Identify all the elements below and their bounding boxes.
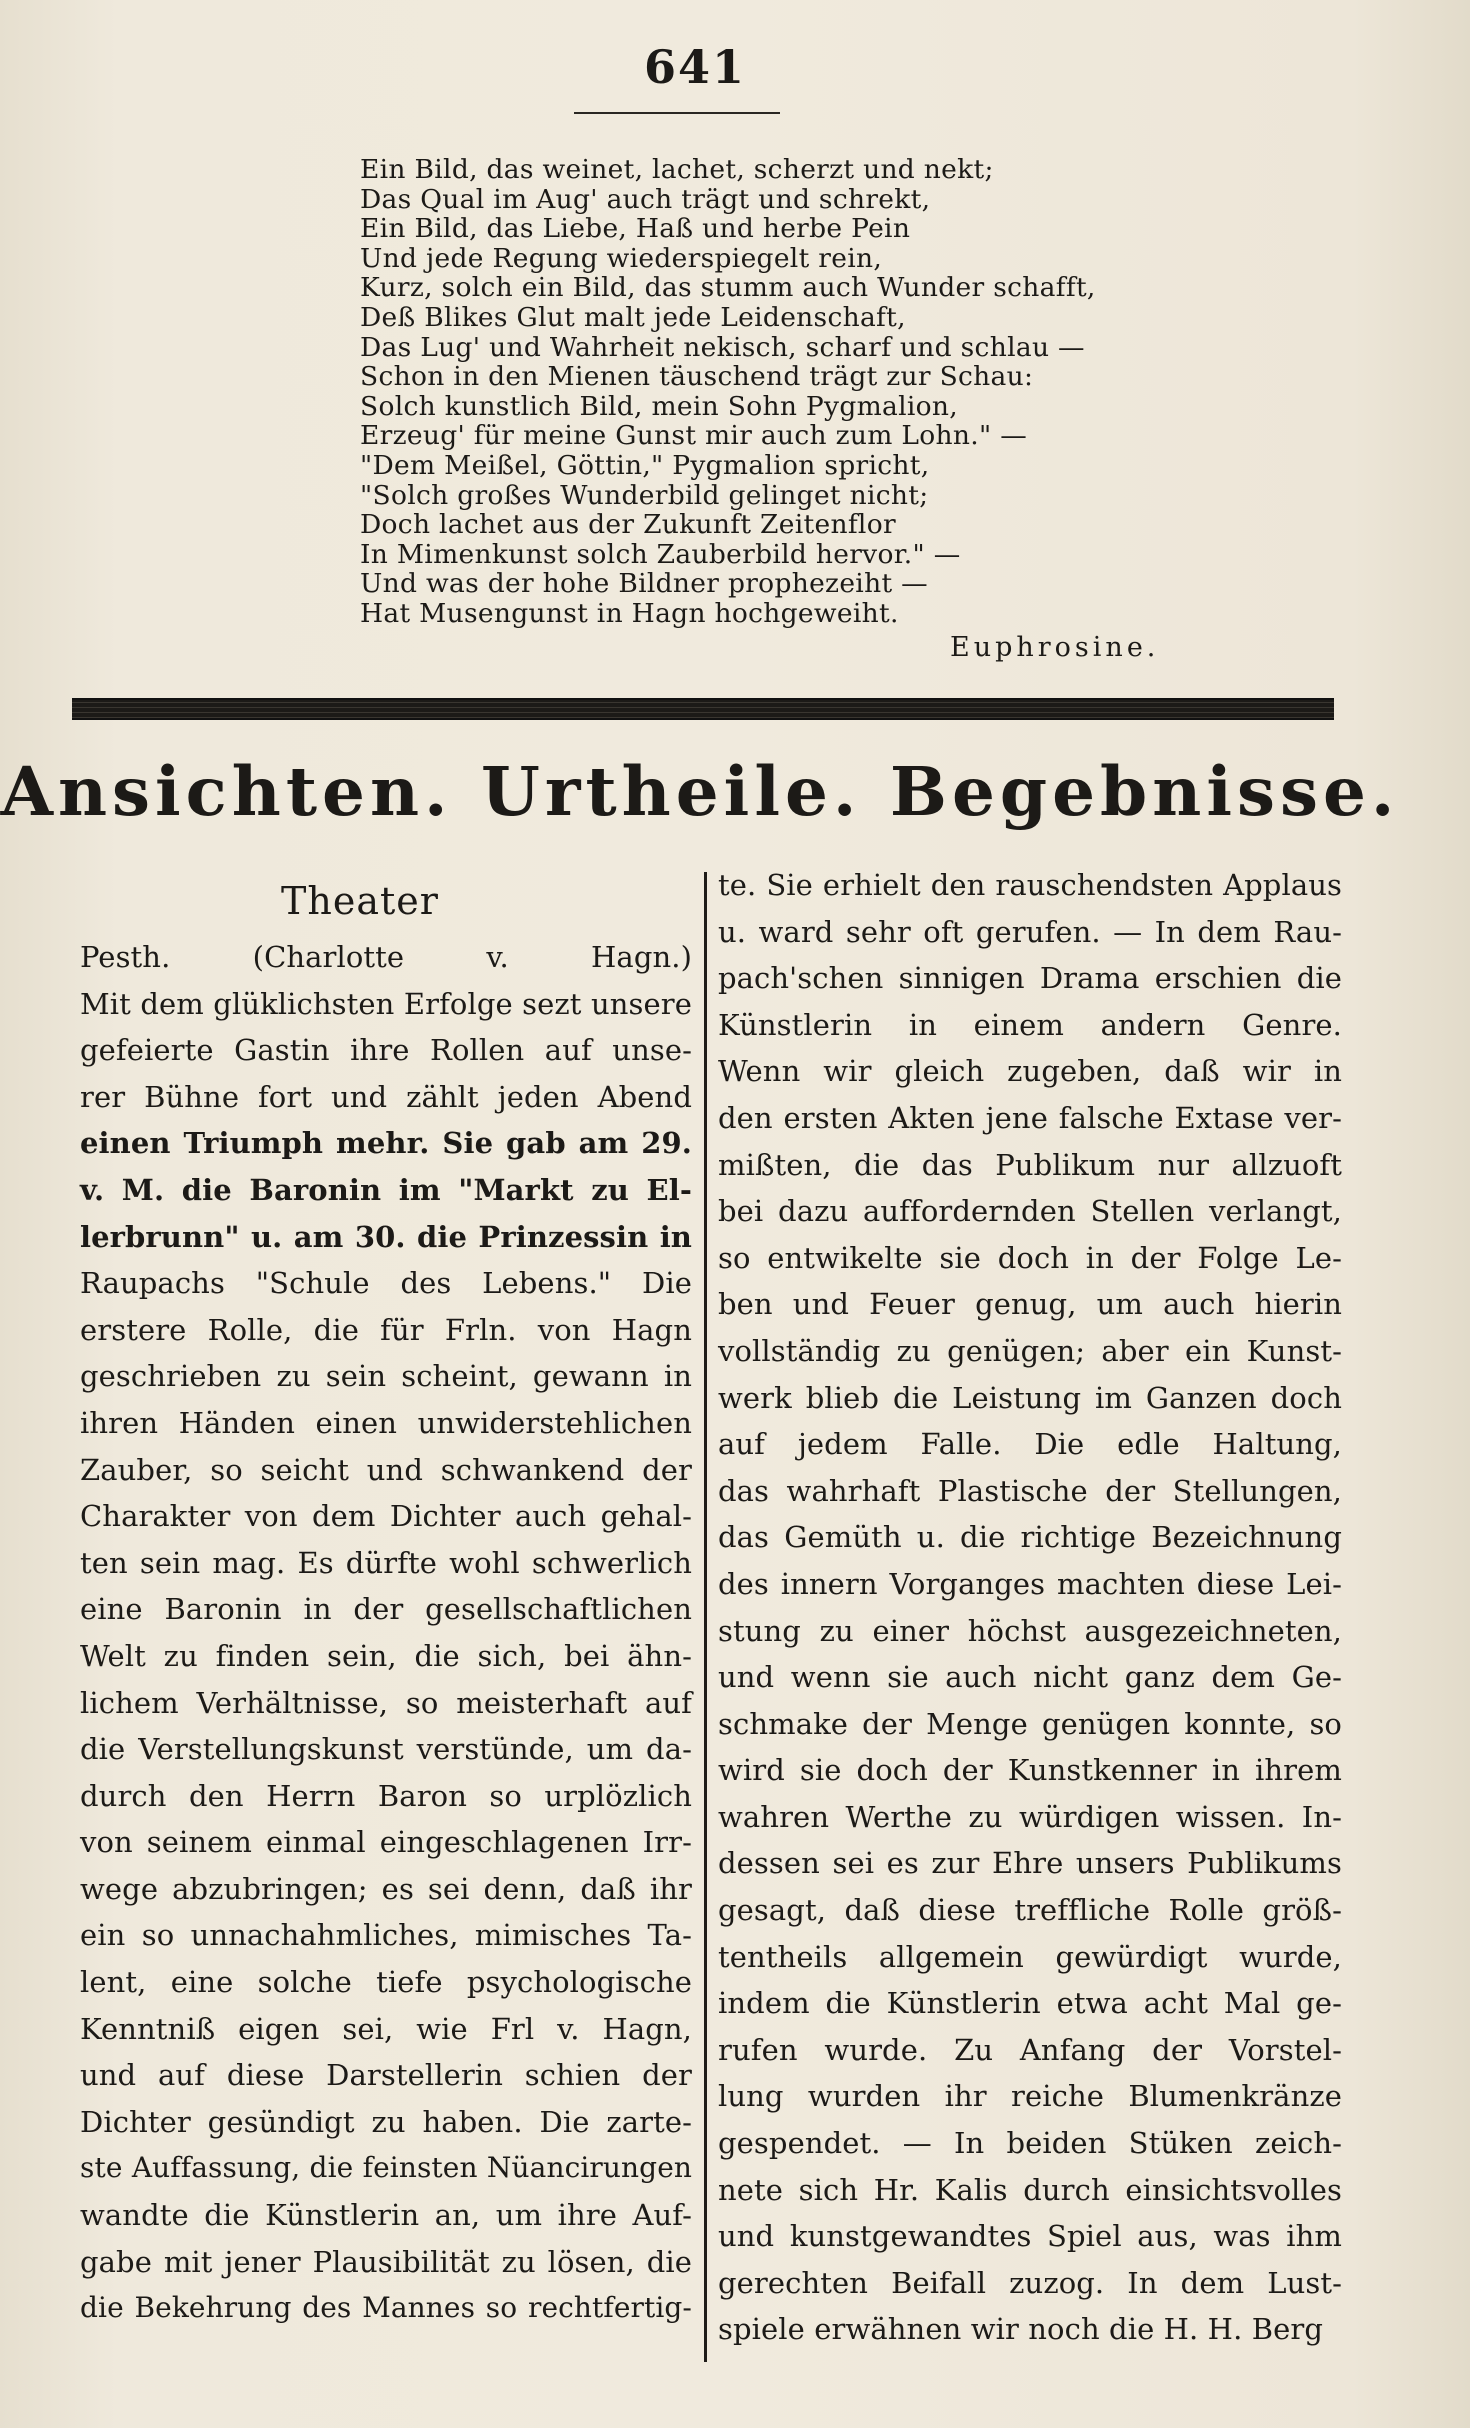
article-line: des innern Vorganges machten diese Lei- xyxy=(718,1566,1342,1601)
article-line: te. Sie erhielt den rauschendsten Applaus xyxy=(718,868,1342,902)
article-line: ben und Feuer genug, um auch hierin xyxy=(718,1287,1342,1322)
column-divider xyxy=(704,872,707,2362)
article-line: gabe mit jener Plausibilität zu lösen, die xyxy=(80,2244,692,2279)
poem xyxy=(360,155,1220,629)
article-subheading: Theater xyxy=(281,879,439,923)
article-line: ste Auffassung, die feinsten Nüancirungen xyxy=(80,2151,692,2185)
article-line: den ersten Akten jene falsche Extase ver- xyxy=(718,1100,1342,1135)
poem-line: Ein Bild, das weinet, lachet, scherzt und nekt; xyxy=(360,154,994,185)
article-line: mißten, die das Publikum nur allzuoft xyxy=(718,1147,1342,1182)
article-right-column xyxy=(718,862,1342,2353)
poem-line: Erzeug' für meine Gunst mir auch zum Lohn." — xyxy=(360,420,1027,452)
article-line: nete sich Hr. Kalis durch einsichtsvolles xyxy=(718,2172,1342,2207)
article-line: wahren Werthe zu würdigen wissen. In- xyxy=(718,1799,1342,1834)
article-line: lerbrunn" u. am 30. die Prinzessin in xyxy=(80,1219,692,1254)
section-heading: Ansichten. Urtheile. Begebnisse. xyxy=(0,752,1400,831)
article-line: so entwikelte sie doch in der Folge Le- xyxy=(718,1240,1342,1275)
article-line: gespendet. — In beiden Stüken zeich- xyxy=(718,2126,1342,2161)
page-number-rule xyxy=(574,112,780,114)
article-line: die Bekehrung des Mannes so rechtfertig- xyxy=(80,2291,692,2325)
article-line: Künstlerin in einem andern Genre. xyxy=(718,1007,1342,1042)
article-line: bei dazu auffordernden Stellen verlangt, xyxy=(718,1194,1342,1229)
poem-line: Das Lug' und Wahrheit nekisch, scharf und schlau — xyxy=(360,331,1085,363)
poem-line: In Mimenkunst solch Zauberbild hervor." — xyxy=(360,538,961,570)
article-line: dessen sei es zur Ehre unsers Publikums xyxy=(718,1846,1342,1881)
article-line: indem die Künstlerin etwa acht Mal ge- xyxy=(718,1986,1342,2021)
article-line: einen Triumph mehr. Sie gab am 29. xyxy=(80,1126,692,1161)
article-line: u. ward sehr oft gerufen. — In dem Rau- xyxy=(718,914,1342,949)
article-line: rufen wurde. Zu Anfang der Vorstel- xyxy=(718,2032,1342,2067)
article-line: Kenntniß eigen sei, wie Frl v. Hagn, xyxy=(80,2011,692,2046)
article-line: lung wurden ihr reiche Blumenkränze xyxy=(718,2079,1342,2114)
poem-line: Kurz, solch ein Bild, das stumm auch Wunder schafft, xyxy=(360,272,1096,304)
poem-line: "Dem Meißel, Göttin," Pygmalion spricht, xyxy=(360,449,930,481)
article-line: gefeierte Gastin ihre Rollen auf unse- xyxy=(80,1033,692,1068)
article-line: gesagt, daß diese treffliche Rolle größ- xyxy=(718,1893,1342,1928)
article-line: Pesth. (Charlotte v. Hagn.) xyxy=(80,940,692,974)
section-divider-rule xyxy=(72,698,1334,720)
article-line: eine Baronin in der gesellschaftlichen xyxy=(80,1592,692,1627)
poem-line: Und jede Regung wiederspiegelt rein, xyxy=(360,242,883,274)
article-line: pach'schen sinnigen Drama erschien die xyxy=(718,961,1342,996)
article-line: auf jedem Falle. Die edle Haltung, xyxy=(718,1427,1342,1462)
article-left-column xyxy=(80,862,690,2332)
article-line: Raupachs "Schule des Lebens." Die xyxy=(80,1266,692,1301)
article-line: und kunstgewandtes Spiel aus, was ihm xyxy=(718,2219,1342,2254)
article-line: tentheils allgemein gewürdigt wurde, xyxy=(718,1939,1342,1974)
article-line: Wenn wir gleich zugeben, daß wir in xyxy=(718,1054,1342,1089)
article-line: und wenn sie auch nicht ganz dem Ge- xyxy=(718,1660,1342,1695)
article-line: die Verstellungskunst verstünde, um da- xyxy=(80,1732,692,1767)
article-line: rer Bühne fort und zählt jeden Abend xyxy=(80,1079,692,1114)
article-line: geschrieben zu sein scheint, gewann in xyxy=(80,1359,692,1394)
article-line: lent, eine solche tiefe psychologische xyxy=(80,1965,692,2000)
article-line: Charakter von dem Dichter auch gehal- xyxy=(80,1499,692,1534)
article-line: wird sie doch der Kunstkenner in ihrem xyxy=(718,1753,1342,1788)
article-line: wandte die Künstlerin an, um ihre Auf- xyxy=(80,2198,692,2233)
page-number: 641 xyxy=(643,40,747,94)
poem-line: Ein Bild, das Liebe, Haß und herbe Pein xyxy=(360,213,911,245)
article-line: ihren Händen einen unwiderstehlichen xyxy=(80,1405,692,1440)
poem-line: Und was der hohe Bildner prophezeiht — xyxy=(360,568,928,600)
article-line: Mit dem glüklichsten Erfolge sezt unsere xyxy=(80,986,692,1021)
article-line: Dichter gesündigt zu haben. Die zarte- xyxy=(80,2104,692,2139)
article-line: gerechten Beifall zuzog. In dem Lust- xyxy=(718,2265,1342,2300)
article-line: spiele erwähnen wir noch die H. H. Berg xyxy=(718,2312,1324,2347)
article-line: das Gemüth u. die richtige Bezeichnung xyxy=(718,1520,1342,1555)
article-line: das wahrhaft Plastische der Stellungen, xyxy=(718,1473,1342,1508)
poem-line: Schon in den Mienen täuschend trägt zur Schau: xyxy=(360,361,1034,393)
article-line: vollständig zu genügen; aber ein Kunst- xyxy=(718,1333,1342,1368)
article-line: lichem Verhältnisse, so meisterhaft auf xyxy=(80,1685,692,1720)
article-line: wege abzubringen; es sei denn, daß ihr xyxy=(80,1871,692,1906)
article-line: v. M. die Baronin im "Markt zu El- xyxy=(80,1172,692,1207)
article-line: ein so unnachahmliches, mimisches Ta- xyxy=(80,1918,692,1953)
article-line: stung zu einer höchst ausgezeichneten, xyxy=(718,1613,1342,1648)
article-line: Welt zu finden sein, die sich, bei ähn- xyxy=(80,1638,692,1673)
article-line: von seinem einmal eingeschlagenen Irr- xyxy=(80,1825,692,1860)
poem-line: "Solch großes Wunderbild gelinget nicht; xyxy=(360,479,929,511)
poem-line: Deß Blikes Glut malt jede Leidenschaft, xyxy=(360,301,906,333)
poem-line: Das Qual im Aug' auch trägt und schrekt, xyxy=(360,183,931,215)
poem-line: Solch kunstlich Bild, mein Sohn Pygmalion, xyxy=(360,390,959,422)
article-line: erstere Rolle, die für Frln. von Hagn xyxy=(80,1312,692,1347)
article-line: ten sein mag. Es dürfte wohl schwerlich xyxy=(80,1545,692,1580)
article-line: und auf diese Darstellerin schien der xyxy=(80,2058,692,2093)
article-line: Zauber, so seicht und schwankend der xyxy=(80,1452,692,1487)
article-line: werk blieb die Leistung im Ganzen doch xyxy=(718,1380,1342,1415)
article-line: schmake der Menge genügen konnte, so xyxy=(718,1706,1342,1741)
poem-signature: Euphrosine. xyxy=(950,632,1160,663)
article-line: durch den Herrn Baron so urplözlich xyxy=(80,1778,692,1813)
poem-line: Doch lachet aus der Zukunft Zeitenflor xyxy=(360,509,896,541)
poem-line: Hat Musengunst in Hagn hochgeweiht. xyxy=(360,597,899,629)
